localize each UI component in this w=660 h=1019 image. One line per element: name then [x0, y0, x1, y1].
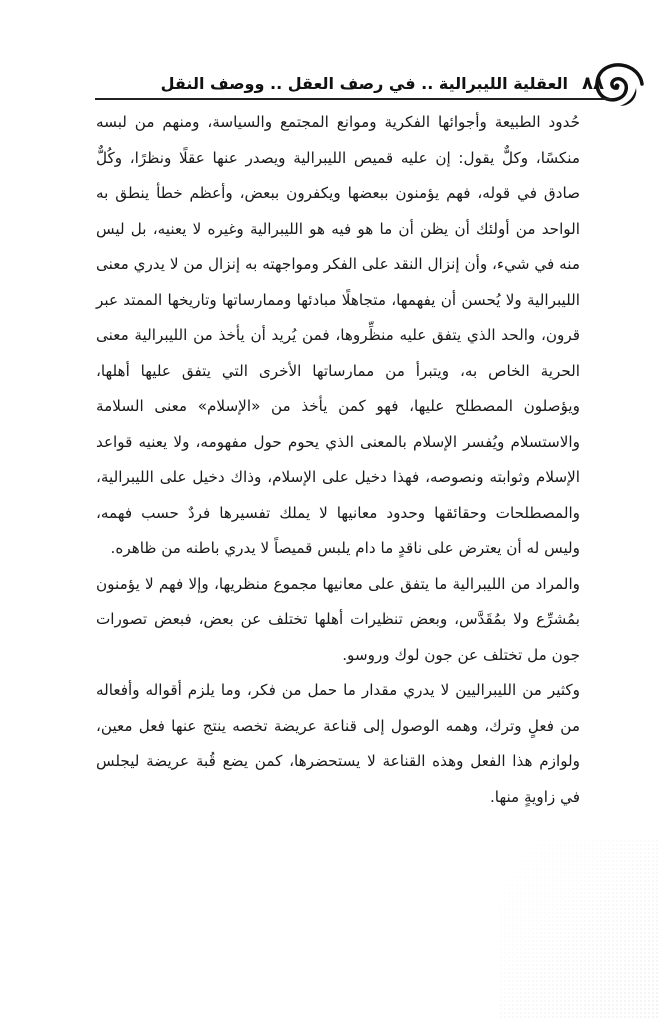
- paper-texture-corner: [500, 840, 660, 1019]
- running-header: [88, 62, 604, 96]
- page-number: ٨٨: [582, 73, 604, 94]
- paragraph: وكثير من الليبراليين لا يدري مقدار ما حمل من فكر، وما يلزم أقواله وأفعاله من فعلٍ وترك، وهمه الوصول إلى قناعة عريضة تخصه ينتج عنها فعل معين، ولوازم هذا الفعل وهذه القناعة لا يستحضرها، كمن يضع قُبة عريضة ليجلس في زاويةٍ منها.: [96, 681, 580, 806]
- swirl-ornament-icon: [590, 58, 648, 108]
- paragraph: والمراد من الليبرالية ما يتفق على معانيها مجموع منظريها، وإلا فهم لا يؤمنون بمُشرِّع ولا بمُقَدَّس، وبعض تنظيرات أهلها تختلف عن بعض، فبعض تصورات جون مل تختلف عن جون لوك وروسو.: [96, 574, 580, 664]
- paragraph: حُدود الطبيعة وأجوائها الفكرية وموانع المجتمع والسياسة، ومنهم من لبسه منكسًا، وكلٌّ يقول: إن عليه قميص الليبرالية ويصدر عنها عقلًا ونظرًا، وكُلٌّ صادق في قوله، فهم يؤمنون ببعضها ويكفرون ببعض، وأعظم خطأ ينطق به الواحد من أولئك أن يظن أن ما هو فيه هو الليبرالية وغيره لا يعنيه، بل ليس منه في شيء، وأن إنزال النقد على الفكر ومواجهته به إنزال من لا يدري معنى الليبرالية ولا يُحسن أن يفهمها، متجاهلًا مبادئها وممارساتها وتاريخها الممتد عبر قرون، والحد الذي يتفق عليه منظِّروها، فمن يُريد أن يأخذ من الليبرالية معنى الحرية الخاص به، ويتبرأ من ممارساتها الأخرى التي يتفق عليها أهلها، ويؤصلون المصطلح عليها، فهو كمن يأخذ من «الإسلام» معنى السلامة والاستسلام ويُفسر الإسلام بالمعنى الذي يحوم حول مفهومه، ولا يعنيه قواعد الإسلام وثوابته ونصوصه، فهذا دخيل على الإسلام، وذاك دخيل على الليبرالية، والمصطلحات وحقائقها وحدود معانيها لا يملك تفسيرها فردٌ حسب فهمه، وليس له أن يعترض على ناقدٍ ما دام يلبس قميصاً لا يدري باطنه من ظاهره.: [96, 113, 580, 557]
- body-text: [96, 105, 580, 815]
- running-header-title: العقلية الليبرالية .. في رصف العقل .. ووصف النقل: [160, 74, 569, 93]
- header-rule: [95, 98, 612, 100]
